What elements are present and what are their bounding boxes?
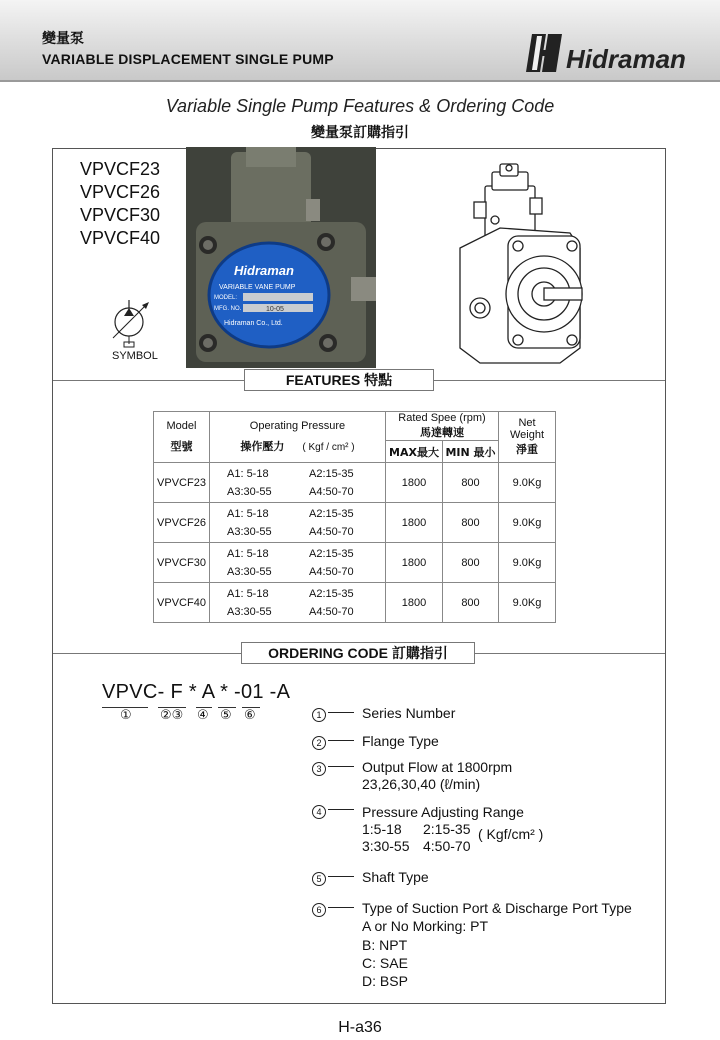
range-unit: ( Kgf/cm² ) (478, 826, 544, 842)
header-weight: Net Weight 淨重 (499, 412, 556, 463)
item-description: Pressure Adjusting Range (362, 804, 524, 820)
port-option: C: SAE (362, 955, 408, 971)
cell-weight: 9.0Kg (499, 583, 556, 623)
cell-max: 1800 (386, 503, 443, 543)
variable-pump-symbol-icon (105, 296, 161, 348)
item-leader-line (328, 907, 354, 908)
item-leader-line (328, 809, 354, 810)
item-leader-line (328, 740, 354, 741)
code-position-number: ⑥ (244, 707, 256, 722)
svg-text:Hidraman: Hidraman (234, 263, 294, 278)
cell-model: VPVCF26 (154, 503, 210, 543)
page-title: Variable Single Pump Features & Ordering Code (165, 96, 555, 116)
item-description: Output Flow at 1800rpm 23,26,30,40 (ℓ/min) (362, 759, 513, 792)
range-right: 2:15-35 4:50-70 (423, 821, 471, 854)
cell-pressure: A1: 5-18 A2:15-35 A3:30-55 A4:50-70 (210, 543, 386, 583)
header-divider (0, 80, 720, 82)
specification-table (153, 411, 556, 623)
code-position-number: ⑤ (220, 707, 232, 722)
item-number: 4 (312, 802, 326, 820)
page-subtitle: 變量泵訂購指引 (311, 125, 409, 141)
item-description: Flange Type (362, 733, 439, 749)
model-item: VPVCF30 (80, 205, 161, 225)
svg-text:Hidraman Co., Ltd.: Hidraman Co., Ltd. (224, 320, 283, 327)
header-model: Model 型號 (154, 412, 210, 463)
pump-photo (186, 147, 376, 368)
item-description: Shaft Type (362, 869, 429, 885)
code-position-number: ① (120, 707, 132, 722)
header-speed: Rated Spee (rpm) 馬達轉速 (386, 412, 499, 441)
header-title-en: VARIABLE DISPLACEMENT SINGLE PUMP (42, 51, 334, 67)
item-leader-line (328, 712, 354, 713)
symbol-label: SYMBOL (112, 350, 158, 362)
page-number: H-a36 (338, 1019, 382, 1036)
hidraman-logo (526, 30, 694, 76)
cell-weight: 9.0Kg (499, 503, 556, 543)
cell-model: VPVCF40 (154, 583, 210, 623)
pump-photo-illustration (186, 147, 376, 368)
ordering-code-title: ORDERING CODE 訂購指引 (241, 642, 475, 664)
cell-pressure: A1: 5-18 A2:15-35 A3:30-55 A4:50-70 (210, 503, 386, 543)
svg-text:VARIABLE VANE PUMP: VARIABLE VANE PUMP (219, 284, 296, 291)
item-number: 6 (312, 900, 326, 918)
svg-text:MFG. NO.: MFG. NO. (214, 306, 242, 312)
port-option: B: NPT (362, 937, 408, 953)
range-left: 1:5-18 3:30-55 (362, 821, 410, 854)
table-row (154, 463, 556, 503)
svg-text:MODEL:: MODEL: (214, 295, 238, 301)
code-position-number: ④ (197, 707, 209, 722)
item-leader-line (328, 876, 354, 877)
cell-max: 1800 (386, 583, 443, 623)
svg-text:10-05: 10-05 (266, 306, 284, 313)
port-option: D: BSP (362, 973, 408, 989)
code-position-number: ②③ (160, 707, 184, 722)
item-description: Series Number (362, 705, 456, 721)
cell-pressure: A1: 5-18 A2:15-35 A3:30-55 A4:50-70 (210, 583, 386, 623)
cell-max: 1800 (386, 543, 443, 583)
item-number: 2 (312, 733, 326, 751)
model-item: VPVCF40 (80, 228, 161, 248)
header-min: MIN 最小 (443, 441, 499, 463)
pump-line-drawing (440, 158, 590, 368)
model-list (80, 158, 160, 250)
cell-min: 800 (443, 463, 499, 503)
cell-pressure: A1: 5-18 A2:15-35 A3:30-55 A4:50-70 (210, 463, 386, 503)
cell-weight: 9.0Kg (499, 543, 556, 583)
model-item: VPVCF26 (80, 182, 161, 202)
cell-model: VPVCF30 (154, 543, 210, 583)
cell-weight: 9.0Kg (499, 463, 556, 503)
svg-text:Hidraman: Hidraman (566, 44, 686, 74)
cell-min: 800 (443, 543, 499, 583)
item-description: Type of Suction Port & Discharge Port Type (362, 900, 632, 916)
table-row (154, 543, 556, 583)
header-pressure: Operating Pressure 操作壓力 ( Kgf / cm² ) (210, 412, 386, 463)
cell-min: 800 (443, 503, 499, 543)
header-title-cn: 變量泵 (42, 31, 84, 47)
model-item: VPVCF23 (80, 159, 161, 179)
item-number: 3 (312, 759, 326, 777)
table-row (154, 503, 556, 543)
item-leader-line (328, 766, 354, 767)
table-row (154, 583, 556, 623)
port-option: A or No Morking: PT (362, 918, 489, 934)
header-max: MAX最大 (386, 441, 443, 463)
item-number: 5 (312, 869, 326, 887)
ordering-code: VPVC- F * A * -01 -A (102, 681, 291, 703)
cell-min: 800 (443, 583, 499, 623)
item-number: 1 (312, 705, 326, 723)
features-title: FEATURES 特點 (244, 369, 434, 391)
cell-model: VPVCF23 (154, 463, 210, 503)
cell-max: 1800 (386, 463, 443, 503)
